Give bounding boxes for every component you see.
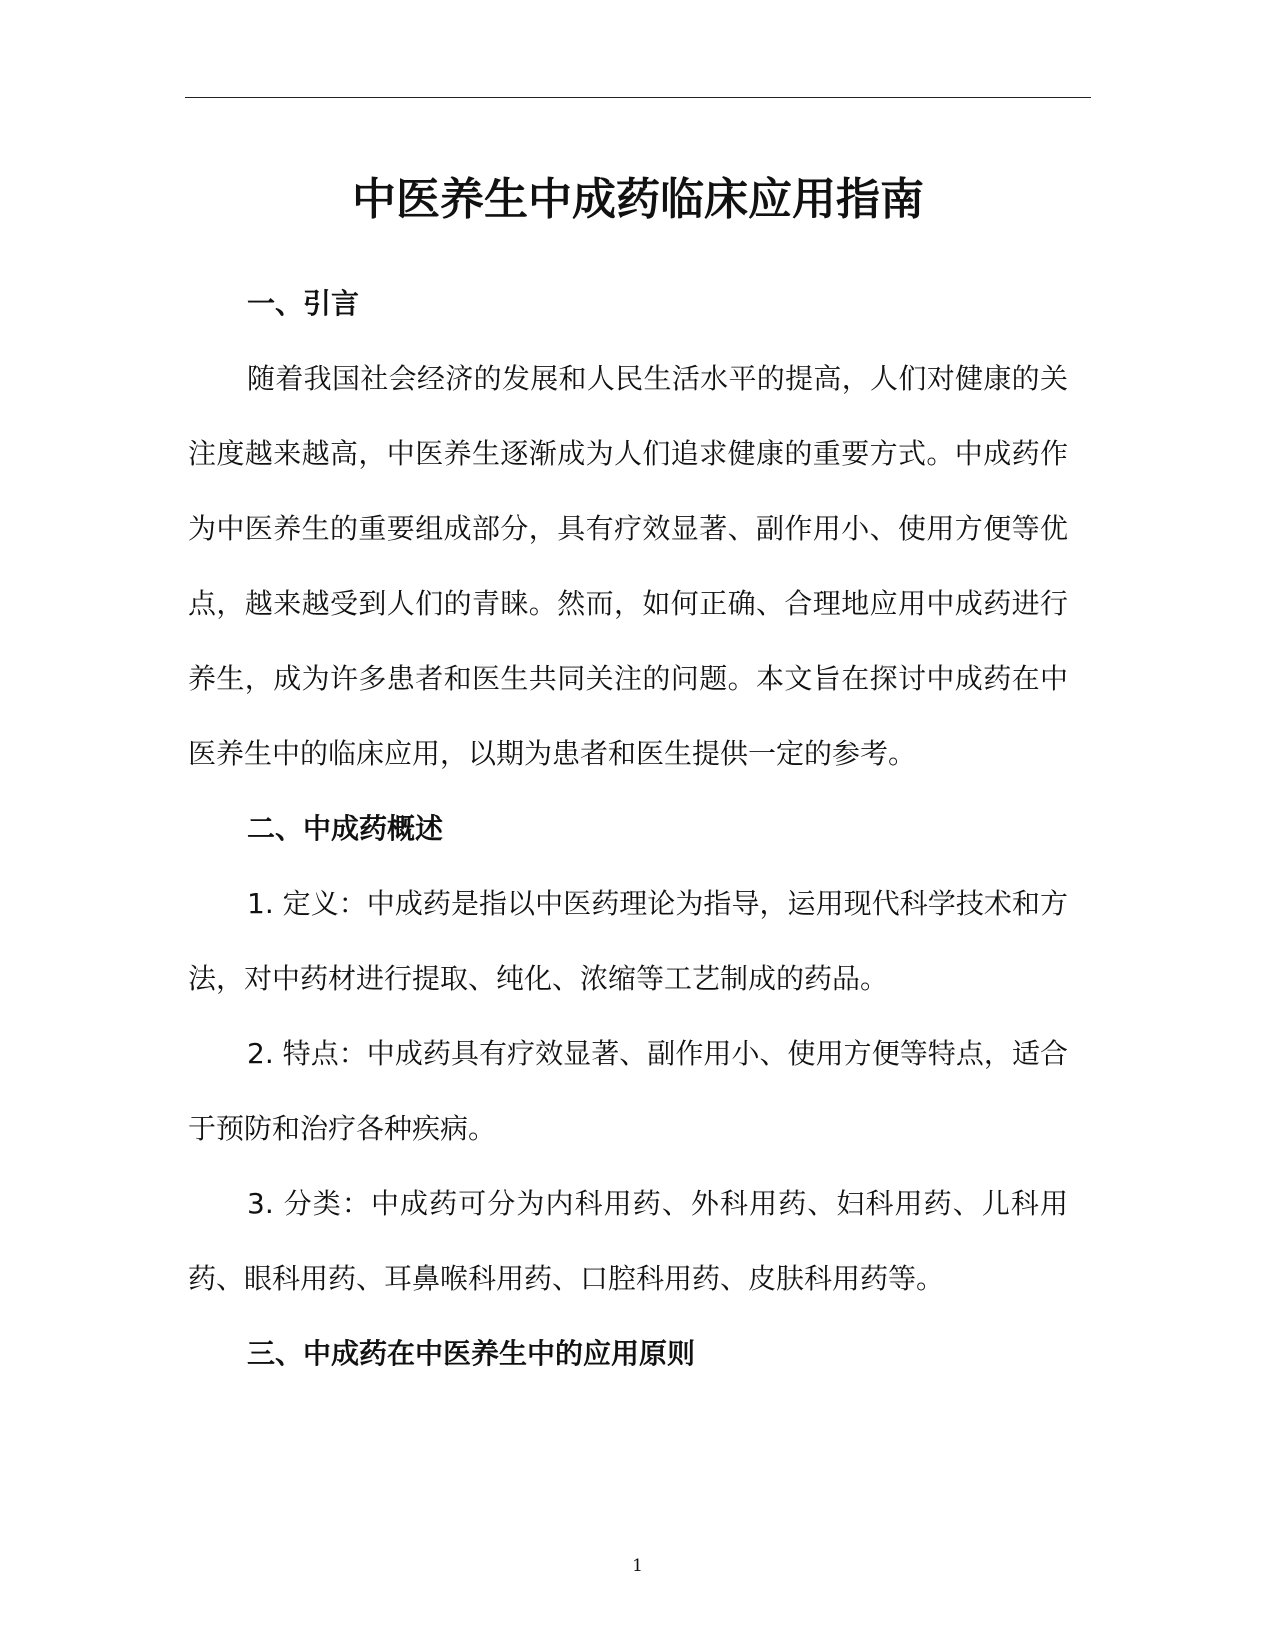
section-heading-overview: 二、中成药概述 [247,812,444,845]
document-body [188,266,1068,1391]
paragraph-introduction: 随着我国社会经济的发展和人民生活水平的提高，人们对健康的关注度越来越高，中医养生逐渐成为人们追求健康的重要方式。中成药作为中医养生的重要组成部分，具有疗效显著、副作用小、使用方便等优点，越来越受到人们的青睐。然而，如何正确、合理地应用中成药进行养生，成为许多患者和医生共同关注的问题。本文旨在探讨中成药在中医养生中的临床应用，以期为患者和医生提供一定的参考。 [188,362,1068,770]
page-number: 1 [632,1556,643,1576]
paragraph-characteristics: 2. 特点：中成药具有疗效显著、副作用小、使用方便等特点，适合于预防和治疗各种疾病。 [188,1037,1068,1145]
paragraph-classification: 3. 分类：中成药可分为内科用药、外科用药、妇科用药、儿科用药、眼科用药、耳鼻喉科用药、口腔科用药、皮肤科用药等。 [188,1187,1068,1295]
section-heading-application-principles: 三、中成药在中医养生中的应用原则 [247,1337,696,1370]
section-heading-introduction: 一、引言 [247,287,360,320]
header-rule [185,97,1091,98]
document-title: 中医养生中成药临床应用指南 [352,174,924,225]
paragraph-definition: 1. 定义：中成药是指以中医药理论为指导，运用现代科学技术和方法，对中药材进行提取、纯化、浓缩等工艺制成的药品。 [188,887,1068,995]
